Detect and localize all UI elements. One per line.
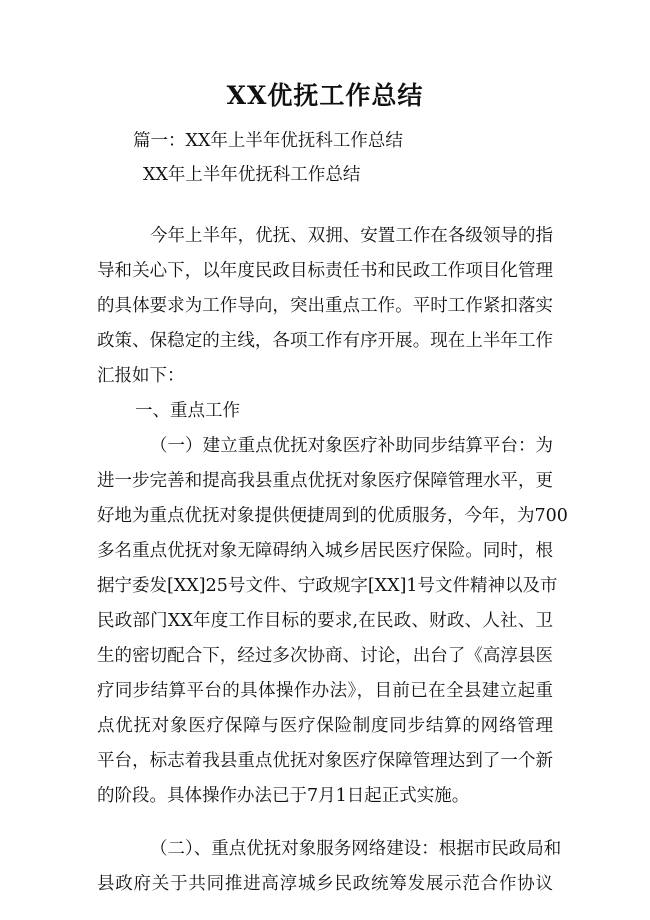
article-heading: 篇一：XX年上半年优抚科工作总结 [133,131,403,151]
paragraph-line: 平台，标志着我县重点优抚对象医疗保障管理达到了一个新 [97,751,553,771]
paragraph-line: 多名重点优抚对象无障碍纳入城乡居民医疗保险。同时，根 [97,541,553,561]
paragraph-line: 的阶段。具体操作办法已于7月1日起正式实施。 [97,786,470,806]
paragraph-line: 进一步完善和提高我县重点优抚对象医疗保障管理水平，更 [97,471,553,491]
paragraph-line: 疗同步结算平台的具体操作办法》，目前已在全县建立起重 [97,681,553,701]
paragraph-line: （一）建立重点优抚对象医疗补助同步结算平台：为 [150,436,553,456]
report-subtitle: XX年上半年优抚科工作总结 [143,165,361,185]
paragraph-line: （二）、重点优抚对象服务网络建设：根据市民政局和 [150,839,562,859]
paragraph-line: 政策、保稳定的主线，各项工作有序开展。现在上半年工作 [97,331,553,351]
paragraph-line: 今年上半年，优抚、双拥、安置工作在各级领导的指 [150,226,553,246]
paragraph-line: 汇报如下： [97,366,185,386]
paragraph-line: 点优抚对象医疗保障与医疗保险制度同步结算的网络管理 [97,716,553,736]
section-heading: 一、重点工作 [135,401,240,421]
paragraph-line: 好地为重点优抚对象提供便捷周到的优质服务，今年，为700 [97,506,568,526]
paragraph-line: 据宁委发[XX]25号文件、宁政规字[XX]1号文件精神以及市 [97,576,558,596]
paragraph-line: 县政府关于共同推进高淳城乡民政统筹发展示范合作协议 [97,874,553,894]
paragraph-line: 的具体要求为工作导向，突出重点工作。平时工作紧扣落实 [97,296,553,316]
paragraph-line: 生的密切配合下，经过多次协商、讨论，出台了《高淳县医 [97,646,553,666]
paragraph-line: 导和关心下，以年度民政目标责任书和民政工作项目化管理 [97,261,553,281]
paragraph-line: 民政部门XX年度工作目标的要求,在民政、财政、人社、卫 [97,611,553,631]
document-title: XX优抚工作总结 [226,81,424,110]
